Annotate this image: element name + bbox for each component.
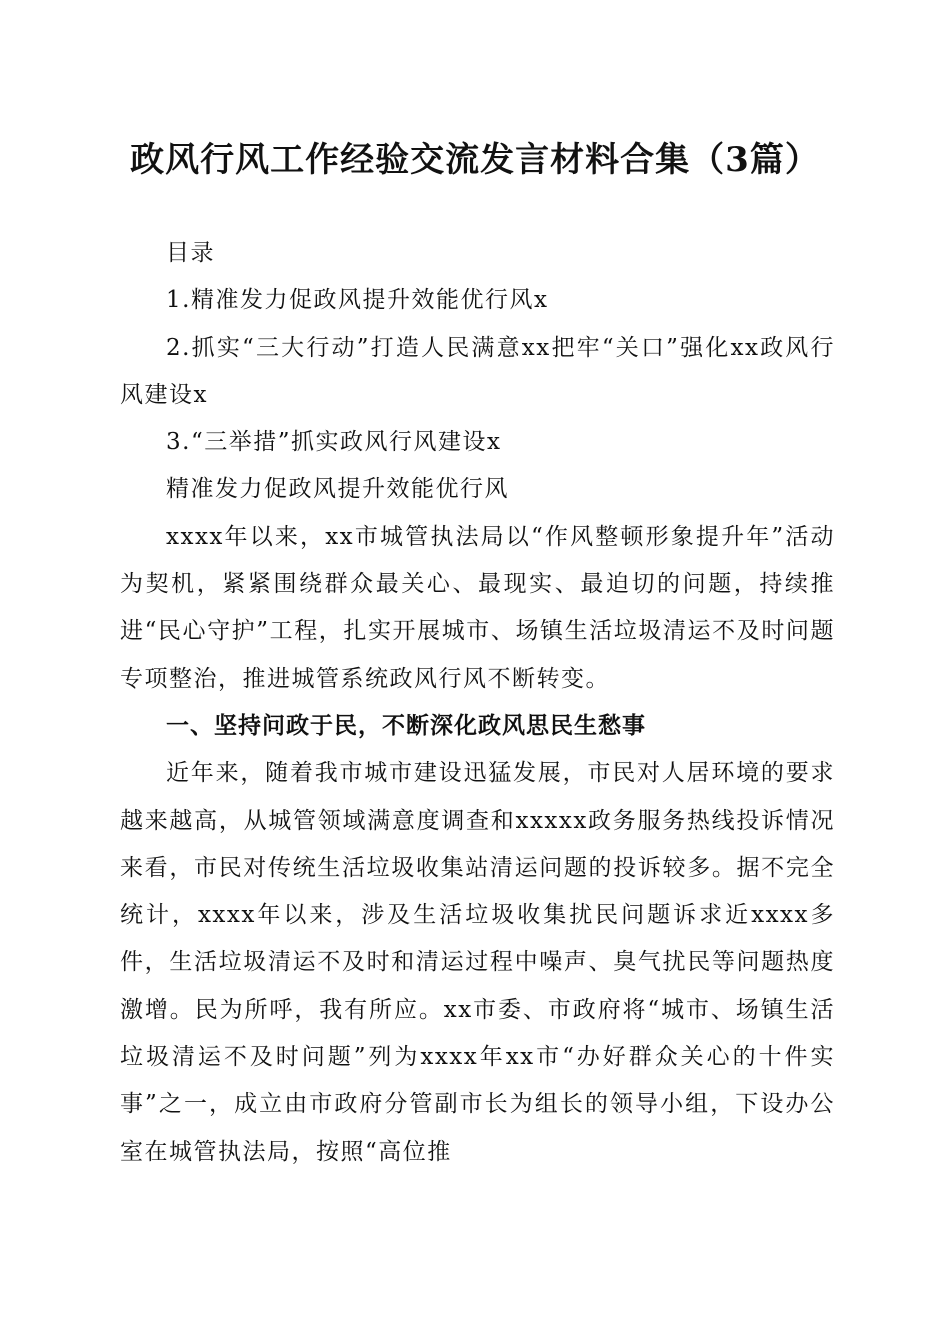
article-title: 精准发力促政风提升效能优行风: [166, 476, 509, 503]
toc-heading: 目录: [166, 240, 215, 266]
toc-item: 1.精准发力促政风提升效能优行风x: [166, 287, 549, 314]
document-body: [120, 230, 835, 1176]
body-paragraph: xxxx年以来，xx市城管执法局以“作风整顿形象提升年”活动为契机，紧紧围绕群众最关心、最现实、最迫切的问题，持续推进“民心守护”工程，扎实开展城市、场镇生活垃圾清运不及时问题专项整治，推进城管系统政风行风不断转变。: [120, 523, 835, 692]
toc-item: 2.抓实“三大行动”打造人民满意xx把牢“关口”强化xx政风行风建设x: [120, 334, 835, 408]
toc-item: 3.“三举措”抓实政风行风建设x: [166, 429, 502, 456]
section-heading: 一、坚持问政于民，不断深化政风思民生愁事: [166, 712, 646, 739]
body-paragraph: 近年来，随着我市城市建设迅猛发展，市民对人居环境的要求越来越高，从城管领域满意度调查和xxxxx政务服务热线投诉情况来看，市民对传统生活垃圾收集站清运问题的投诉较多。据不完全统计，xxxx年以来，涉及生活垃圾收集扰民问题诉求近xxxx多件，生活垃圾清运不及时和清运过程中噪声、臭气扰民等问题热度激增。民为所呼，我有所应。xx市委、市政府将“城市、场镇生活垃圾清运不及时问题”列为xxxx年xx市“办好群众关心的十件实事”之一，成立由市政府分管副市长为组长的领导小组，下设办公室在城管执法局，按照“高位推: [120, 760, 835, 1165]
document-title: 政风行风工作经验交流发言材料合集（3篇）: [130, 140, 820, 180]
